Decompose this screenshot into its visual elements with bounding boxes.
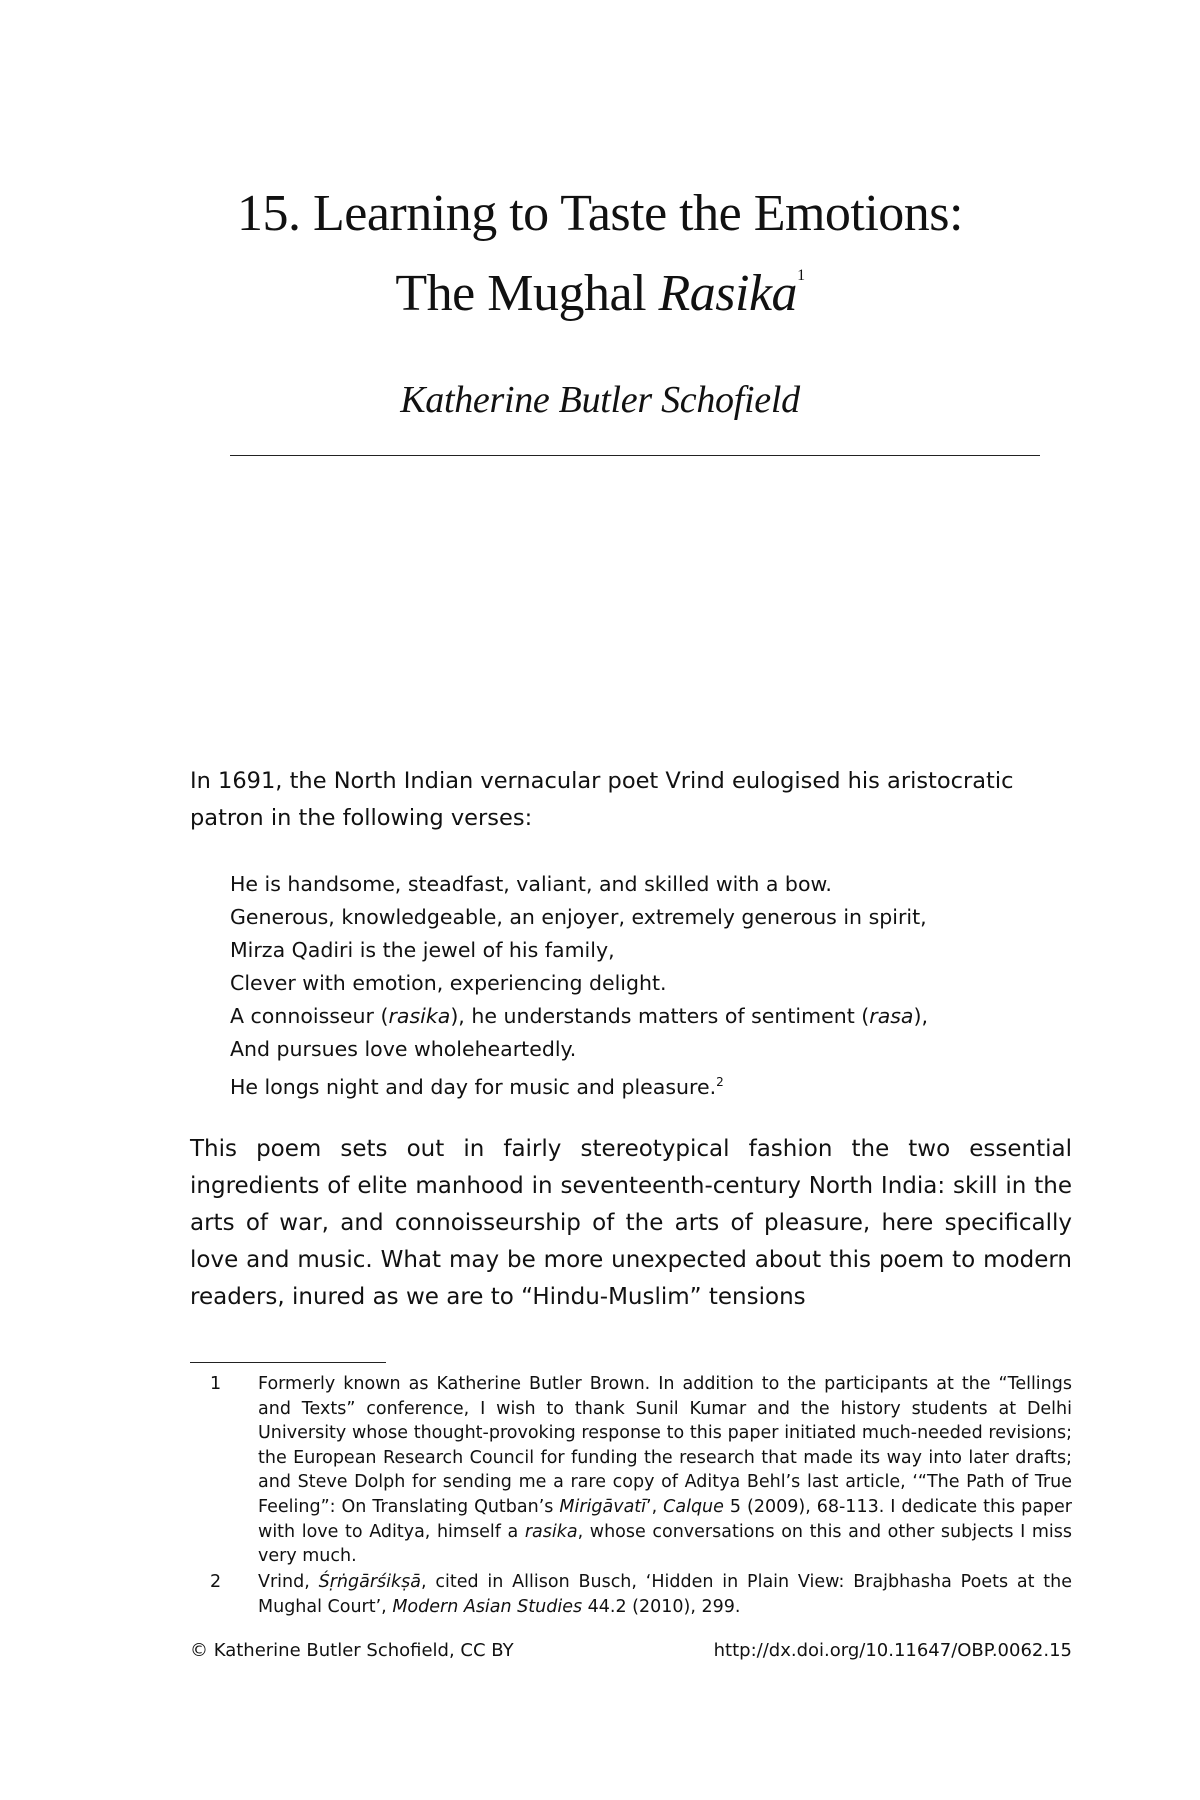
fn-text: Formerly known as Katherine Butler Brown. In addition to the participants at the “Tellings and Texts” conference, I wish to thank Sunil Kumar and the history students at Delhi University whose thought-provoking response to this paper initiated much-needed revisions; the European Research Council for funding the research that made its way into later drafts; and Steve Dolph for sending me a rare copy of Aditya Behl’s last article, ‘“The Path of True Feeling”: On Translating Qutban’s xyxy=(258,1374,1072,1517)
body-paragraph: This poem sets out in fairly stereotypical fashion the two essential ingredients of elite manhood in seventeenth-century North India: skill in the arts of war, and connoisseurship of the arts of pleasure, here specifically love and music. What may be more unexpected about this poem to modern readers, inured as we are to “Hindu-Muslim” tensions xyxy=(190,1136,1072,1310)
author-name: Katherine Butler Schofield xyxy=(400,379,800,421)
fn-italic: Mirigāvatī xyxy=(559,1496,647,1517)
intro-line-1: In 1691, the North Indian vernacular poet Vrind eulogised his aristocratic xyxy=(190,768,1014,794)
verse-text: ), xyxy=(913,1004,929,1028)
footnote-text xyxy=(258,1372,1072,1569)
fn-italic: Śṛṅgārśikṣā xyxy=(318,1572,421,1592)
fn-italic: rasika xyxy=(524,1521,578,1542)
chapter-title-line-2 xyxy=(0,264,1200,323)
title-text: The Mughal xyxy=(395,265,659,322)
intro-paragraph xyxy=(190,763,1072,837)
verse-italic: rasa xyxy=(869,1004,914,1028)
fn-text: 44.2 (2010), 299. xyxy=(582,1596,741,1617)
verse-line: And pursues love wholeheartedly. xyxy=(230,1037,577,1061)
verse-line: Generous, knowledgeable, an enjoyer, extremely generous in spirit, xyxy=(230,905,927,929)
verse-line: Clever with emotion, experiencing delight. xyxy=(230,971,667,995)
intro-line-2: patron in the following verses: xyxy=(190,805,533,831)
fn-italic: Modern Asian Studies xyxy=(392,1596,583,1617)
copyright-notice: © Katherine Butler Schofield, CC BY xyxy=(190,1640,514,1661)
chapter-title-line-1: 15. Learning to Taste the Emotions: xyxy=(237,185,963,242)
verse-line xyxy=(230,1066,1050,1104)
fn-italic: Calque xyxy=(663,1496,724,1517)
fn-text: Vrind, xyxy=(258,1572,319,1592)
verse-line xyxy=(230,1000,1050,1033)
fn-text: ’, xyxy=(646,1496,664,1517)
verse-line: He is handsome, steadfast, valiant, and skilled with a bow. xyxy=(230,872,832,896)
verse-line: Mirza Qadiri is the jewel of his family, xyxy=(230,938,615,962)
verse-text: A connoisseur ( xyxy=(230,1004,389,1028)
footnote-number: 1 xyxy=(210,1374,222,1394)
verse-italic: rasika xyxy=(388,1004,451,1028)
footnote-text xyxy=(258,1570,1072,1619)
footnote-number: 2 xyxy=(210,1572,222,1592)
footnote-divider xyxy=(190,1362,386,1363)
footnote-1 xyxy=(190,1372,1072,1569)
fn-text: , whose conversations on this and other subjects I miss very much. xyxy=(258,1521,1072,1567)
verse-text: He longs night and day for music and pleasure. xyxy=(230,1074,717,1099)
title-footnote-ref[interactable]: 1 xyxy=(797,267,805,284)
title-divider xyxy=(230,455,1040,456)
footnote-2 xyxy=(190,1570,1072,1619)
verse-footnote-ref[interactable]: 2 xyxy=(716,1075,724,1089)
doi-link[interactable]: http://dx.doi.org/10.11647/OBP.0062.15 xyxy=(713,1640,1072,1661)
title-italic-rasika: Rasika xyxy=(658,265,798,322)
verse-block xyxy=(230,868,1050,1104)
verse-text: ), he understands matters of sentiment ( xyxy=(450,1004,870,1028)
fn-text: , cited in Allison Busch, ‘Hidden in Plain View: Brajbhasha Poets at the Mughal Court’, xyxy=(258,1572,1072,1617)
fn-text: 5 (2009), 68-113. I dedicate this paper with love to Aditya, himself a xyxy=(258,1496,1072,1542)
